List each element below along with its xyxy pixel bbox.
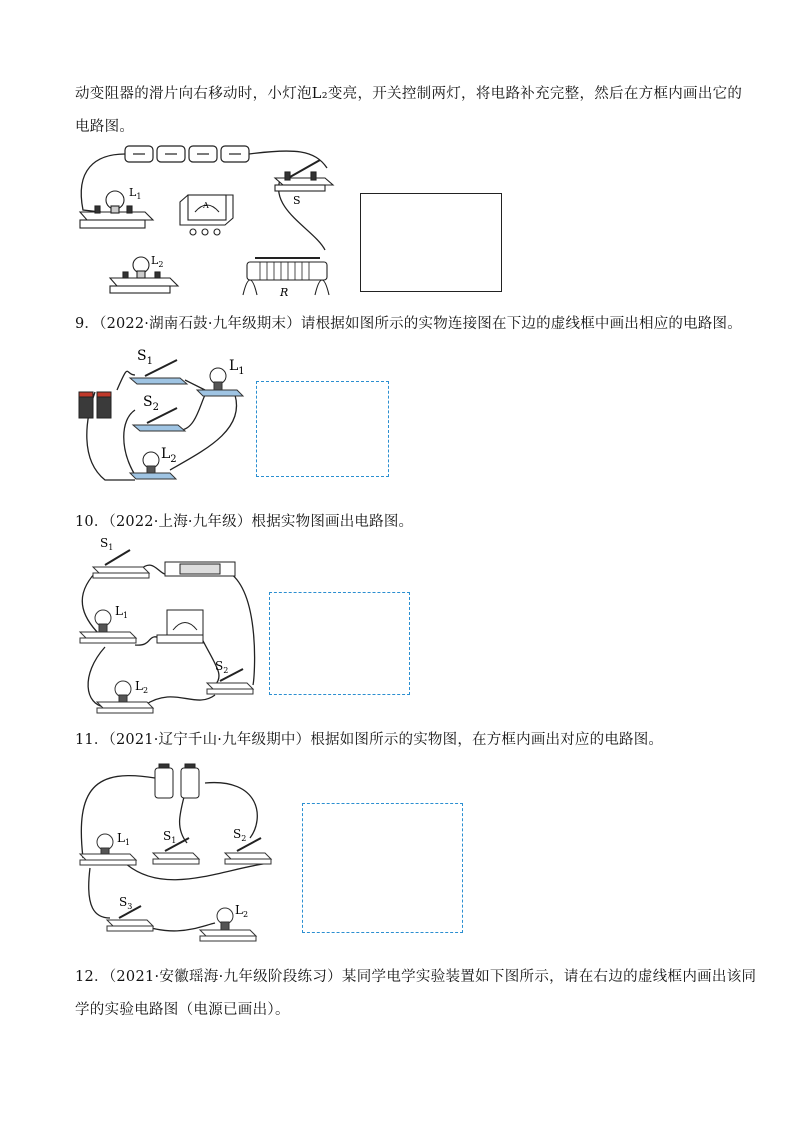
switch-s2-icon <box>133 408 185 431</box>
q8-text-line2: 电路图。 <box>75 119 135 135</box>
q10-title: 10．（2022·上海·九年级）根据实物图画出电路图。 <box>75 514 414 530</box>
voltmeter-icon <box>157 610 203 643</box>
battery-icon <box>79 392 111 418</box>
switch-s2-icon <box>207 669 253 694</box>
q8-circuit-figure <box>75 140 355 300</box>
q10-label-l1: $L_1$ <box>115 604 129 620</box>
q10-circuit-figure <box>75 535 265 720</box>
q9-label-l1: $L_1$ <box>229 358 245 377</box>
q11-label-l2: $L_2$ <box>235 903 249 919</box>
q8-label-s: S <box>293 194 301 207</box>
q11-label-s3: $S_3$ <box>119 895 133 911</box>
q9-label-l2: $L_2$ <box>161 446 177 465</box>
q8-answer-box <box>360 193 502 292</box>
q11-circuit-figure <box>75 758 285 948</box>
battery-pack-icon <box>125 146 249 162</box>
q11-label-s1: $S_1$ <box>163 829 177 845</box>
q10-label-l2: $L_2$ <box>135 679 149 695</box>
q8-label-l2: $L_2$ <box>151 254 164 269</box>
battery-pair-icon <box>155 764 199 798</box>
battery-holder-icon <box>165 562 235 576</box>
q12-text-line1: 12．（2021·安徽瑶海·九年级阶段练习）某同学电学实验装置如下图所示，请在右边的虚线框内画出该同 <box>75 969 757 985</box>
q11-label-s2: $S_2$ <box>233 827 247 843</box>
q9-circuit-figure <box>75 340 255 495</box>
switch-s1-icon <box>93 550 149 578</box>
q8-label-a: A <box>203 201 209 210</box>
q9-answer-box <box>256 381 389 477</box>
q10-label-s2: $S_2$ <box>215 659 229 675</box>
q8-label-l1: $L_1$ <box>129 186 142 201</box>
q11-label-l1: $L_1$ <box>117 831 131 847</box>
q11-answer-box <box>302 803 463 933</box>
bulb-l1-icon <box>80 191 153 228</box>
q8-text-line1: 动变阻器的滑片向右移动时，小灯泡L₂变亮，开关控制两灯，将电路补充完整，然后在方框内画出它的 <box>75 86 743 102</box>
q9-label-s1: $S_1$ <box>137 348 153 367</box>
switch-s2-icon <box>225 838 271 864</box>
q9-label-s2: $S_2$ <box>143 394 159 413</box>
q8-label-r: R <box>280 286 289 299</box>
q10-answer-box <box>269 592 410 695</box>
q11-title: 11．（2021·辽宁千山·九年级期中）根据如图所示的实物图，在方框内画出对应的电路图。 <box>75 732 664 748</box>
bulb-l2-icon <box>110 257 178 293</box>
q9-title: 9．（2022·湖南石鼓·九年级期末）请根据如图所示的实物连接图在下边的虚线框中画出相应的电路图。 <box>75 316 742 332</box>
q10-label-s1: $S_1$ <box>100 536 114 552</box>
q12-text-line2: 学的实验电路图（电源已画出）。 <box>75 1002 290 1018</box>
